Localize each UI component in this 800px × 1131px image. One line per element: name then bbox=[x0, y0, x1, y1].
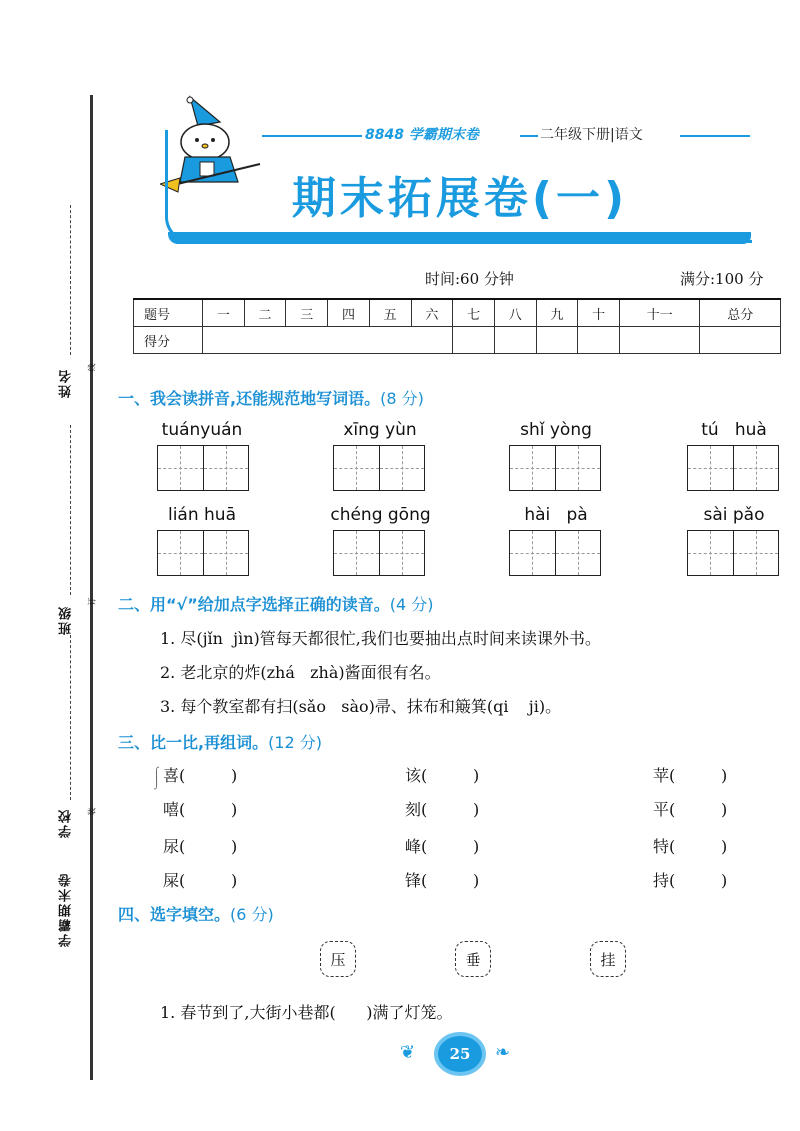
binding-dash-top bbox=[70, 205, 71, 355]
compare-word: 刻( ) bbox=[405, 800, 480, 819]
section4-points: (6 分) bbox=[230, 905, 274, 924]
header-cell: 十 bbox=[578, 299, 620, 327]
section3-title: 三、比一比,再组词。 bbox=[118, 733, 269, 752]
section2-title: 二、用“√”给加点字选择正确的读音。 bbox=[118, 595, 390, 614]
header-cell: 八 bbox=[494, 299, 536, 327]
question-line: 3. 每个教室都有扫(sǎo sào)帚、抹布和簸箕(qi ji)。 bbox=[160, 697, 562, 716]
compare-word: 特( ) bbox=[653, 837, 728, 856]
mark-ding: 订 bbox=[87, 597, 97, 606]
score-cell[interactable] bbox=[494, 327, 536, 354]
section4-title: 四、选字填空。 bbox=[118, 905, 231, 924]
score-cell[interactable] bbox=[453, 327, 495, 354]
full-score: 满分:100 分 bbox=[680, 270, 764, 288]
page-title: 期末拓展卷(一) bbox=[291, 173, 629, 224]
section3-points: (12 分) bbox=[268, 733, 323, 752]
question-line: 1. 尽(jǐn jìn)管每天都很忙,我们也要抽出点时间来读课外书。 bbox=[160, 629, 601, 648]
school-label: 学校 bbox=[59, 808, 74, 838]
compare-word: 平( ) bbox=[653, 800, 728, 819]
pinyin-label: xīng yùn bbox=[343, 420, 417, 440]
header-cell: 六 bbox=[411, 299, 453, 327]
series-name: 8848 学霸期末卷 bbox=[365, 127, 479, 143]
writing-grid[interactable] bbox=[157, 445, 249, 491]
brace-icon: ⌠ ⌡ bbox=[154, 768, 160, 790]
writing-grid[interactable] bbox=[687, 445, 779, 491]
pinyin-label: chéng gōng bbox=[330, 505, 431, 525]
leaf-icon: ❦ bbox=[400, 1042, 416, 1063]
mark-zhuang: 装 bbox=[87, 807, 97, 816]
header-cell: 二 bbox=[244, 299, 286, 327]
grade-subject: 二年级下册|语文 bbox=[540, 127, 643, 143]
compare-word: 峰( ) bbox=[405, 837, 480, 856]
compare-word: 嘻( ) bbox=[163, 800, 238, 819]
section2-heading bbox=[118, 592, 433, 615]
score-cell[interactable] bbox=[700, 327, 781, 354]
pinyin-label: shǐ yòng bbox=[520, 420, 592, 440]
binding-line bbox=[90, 95, 93, 1080]
score-table bbox=[133, 298, 781, 354]
brand-label: 学霸期末卷 bbox=[59, 872, 74, 947]
binding-dash-low bbox=[70, 635, 71, 800]
name-label: 姓名 bbox=[59, 368, 74, 398]
header-cell: 四 bbox=[328, 299, 370, 327]
compare-word: 锋( ) bbox=[405, 871, 480, 890]
pinyin-label: tú huà bbox=[701, 420, 767, 440]
pinyin-label: tuányuán bbox=[161, 420, 243, 440]
writing-grid[interactable] bbox=[509, 445, 601, 491]
pinyin-label: hài pà bbox=[524, 505, 588, 525]
score-row-label: 得分 bbox=[134, 327, 203, 354]
section1-points: (8 分) bbox=[380, 389, 424, 408]
choice-char: 挂 bbox=[590, 941, 626, 977]
header-cell: 七 bbox=[453, 299, 495, 327]
compare-word: 喜( ) bbox=[163, 766, 238, 785]
score-cell[interactable] bbox=[536, 327, 578, 354]
header-bar bbox=[168, 232, 751, 244]
section2-points: (4 分) bbox=[389, 595, 434, 614]
score-table-score-row bbox=[134, 327, 781, 354]
writing-grid[interactable] bbox=[687, 530, 779, 576]
writing-grid[interactable] bbox=[509, 530, 601, 576]
choice-char: 垂 bbox=[455, 941, 491, 977]
section3-heading bbox=[118, 730, 322, 753]
binding-dash-mid bbox=[70, 425, 71, 595]
header-cell: 总分 bbox=[700, 299, 781, 327]
compare-word: 持( ) bbox=[653, 871, 728, 890]
mark-xian: 线 bbox=[87, 363, 97, 372]
writing-grid[interactable] bbox=[333, 530, 425, 576]
section1-title: 一、我会读拼音,还能规范地写词语。 bbox=[118, 389, 381, 408]
score-table-header-row bbox=[134, 299, 781, 327]
header-cell: 九 bbox=[536, 299, 578, 327]
header-cell: 十一 bbox=[620, 299, 700, 327]
header-cell: 题号 bbox=[134, 299, 203, 327]
section1-heading bbox=[118, 386, 424, 409]
header-cell: 一 bbox=[203, 299, 245, 327]
section4-heading bbox=[118, 902, 274, 925]
pinyin-label: sài pǎo bbox=[703, 505, 765, 525]
choice-char: 压 bbox=[320, 941, 356, 977]
pinyin-label: lián huā bbox=[167, 505, 236, 525]
score-cell[interactable] bbox=[578, 327, 620, 354]
question-line: 1. 春节到了,大街小巷都( )满了灯笼。 bbox=[160, 1003, 453, 1022]
class-label: 班级 bbox=[59, 605, 74, 635]
exam-time: 时间:60 分钟 bbox=[425, 270, 514, 288]
header-cell: 五 bbox=[369, 299, 411, 327]
score-cell[interactable] bbox=[620, 327, 700, 354]
leaf-icon: ❧ bbox=[495, 1042, 511, 1063]
page-number: 25 bbox=[438, 1036, 482, 1072]
writing-grid[interactable] bbox=[333, 445, 425, 491]
score-cell[interactable] bbox=[203, 327, 453, 354]
compare-word: 该( ) bbox=[405, 766, 480, 785]
compare-word: 尿( ) bbox=[163, 837, 238, 856]
header-cell: 三 bbox=[286, 299, 328, 327]
writing-grid[interactable] bbox=[157, 530, 249, 576]
compare-word: 苹( ) bbox=[653, 766, 728, 785]
compare-word: 屎( ) bbox=[163, 871, 238, 890]
question-line: 2. 老北京的炸(zhá zhà)酱面很有名。 bbox=[160, 663, 441, 682]
